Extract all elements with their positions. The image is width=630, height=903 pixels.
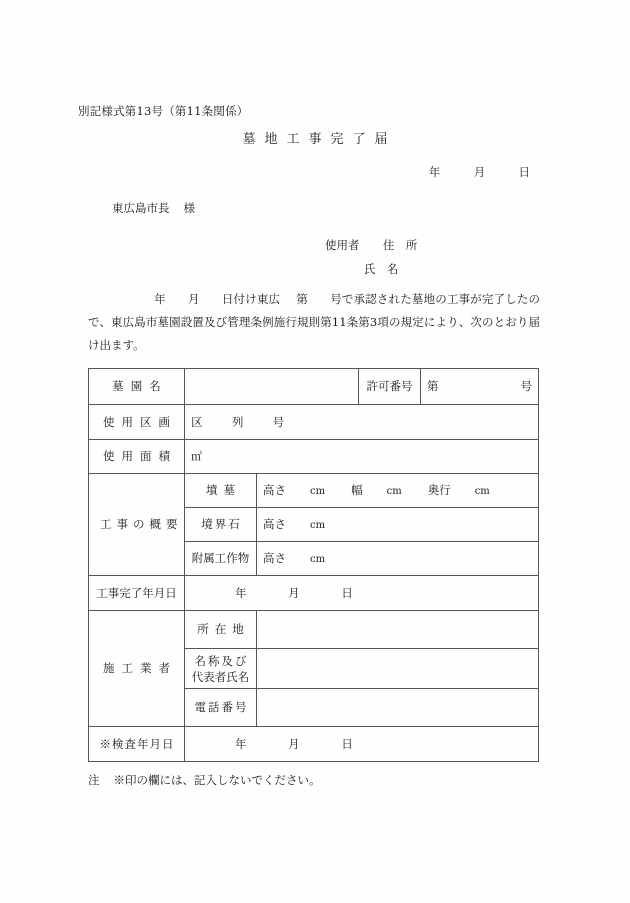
form-table <box>88 368 539 762</box>
addressee-honorific: 様 <box>183 201 195 215</box>
section-value[interactable] <box>185 405 539 440</box>
permit-prefix: 第 <box>427 379 439 393</box>
date-year-label: 年 <box>428 165 441 179</box>
work-row-grave-label: 墳墓 <box>185 474 257 508</box>
permit-number-value[interactable] <box>421 369 539 405</box>
completion-date-value[interactable] <box>185 576 539 611</box>
body-number-prefix: 第 <box>296 292 309 306</box>
contractor-name-label <box>185 649 257 689</box>
applicant-role-label: 使用者 <box>325 238 360 252</box>
work-row-attached-label: 附属工作物 <box>185 542 257 576</box>
contractor-address-value[interactable] <box>257 611 539 649</box>
contractor-phone-label: 電話番号 <box>185 689 257 727</box>
body-line1-tail: 号で承認された墓地の工事が完了したので、 <box>88 292 541 329</box>
grave-depth-label: 奥行 <box>427 482 451 497</box>
page-title: 墓地工事完了届 <box>242 132 397 147</box>
section-unit-retsu: 列 <box>231 414 244 429</box>
work-row-grave-value[interactable] <box>257 474 539 508</box>
footnote <box>88 772 321 788</box>
date-day-label: 日 <box>518 165 530 179</box>
contractor-name-label-line2: 代表者氏名 <box>191 669 250 684</box>
attached-height-unit: cm <box>310 553 326 565</box>
cemetery-name-value[interactable] <box>185 369 359 405</box>
date-month-label: 月 <box>473 165 486 179</box>
area-unit: ㎡ <box>191 450 202 463</box>
inspection-day-label: 日 <box>341 736 353 751</box>
section-unit-ku: 区 <box>191 414 203 429</box>
form-number: 別記様式第13号（第11条関係） <box>78 104 249 118</box>
grave-depth-unit: cm <box>474 485 490 497</box>
area-label: 使用面積 <box>89 440 185 474</box>
table-row <box>89 440 539 474</box>
applicant-name-label: 氏 名 <box>364 262 399 276</box>
cemetery-name-label: 墓園名 <box>89 369 185 405</box>
grave-height-unit: cm <box>310 485 326 497</box>
footnote-prefix: 注 <box>88 773 100 787</box>
permit-suffix: 号 <box>520 379 532 393</box>
work-outline-label: 工事の概要 <box>89 474 185 576</box>
body-year-label: 年 <box>154 292 166 306</box>
addressee <box>112 200 195 216</box>
footnote-text: ※印の欄には、記入しないでください。 <box>113 773 321 787</box>
permit-number-label: 許可番号 <box>359 369 421 405</box>
grave-width-unit: cm <box>386 485 402 497</box>
body-paragraph <box>88 288 540 357</box>
body-line3: ます。 <box>111 338 145 352</box>
contractor-address-label: 所在地 <box>185 611 257 649</box>
grave-height-label: 高さ <box>263 482 286 497</box>
completion-day-label: 日 <box>341 585 353 600</box>
inspection-date-value <box>185 727 539 762</box>
table-row <box>89 611 539 649</box>
work-row-boundary-value[interactable] <box>257 508 539 542</box>
table-row <box>89 369 539 405</box>
contractor-label: 施工業者 <box>89 611 185 727</box>
contractor-name-label-line1: 名称及び <box>194 653 249 668</box>
area-value[interactable] <box>185 440 539 474</box>
inspection-date-label: ※検査年月日 <box>89 727 185 762</box>
table-row <box>89 474 539 508</box>
inspection-month-label: 月 <box>288 736 300 751</box>
submission-date-line <box>0 164 530 180</box>
boundary-height-label: 高さ <box>263 516 286 531</box>
table-row <box>89 405 539 440</box>
section-label: 使用区画 <box>89 405 185 440</box>
grave-width-label: 幅 <box>351 482 363 497</box>
addressee-name: 東広島市長 <box>112 201 170 215</box>
contractor-name-value[interactable] <box>257 649 539 689</box>
applicant-block <box>325 233 417 281</box>
applicant-address-label: 住 所 <box>382 238 418 252</box>
body-month-label: 月 <box>187 292 200 306</box>
boundary-height-unit: cm <box>310 519 326 531</box>
body-dated-label: 日付け東広 <box>221 292 281 306</box>
work-row-boundary-label: 境界石 <box>185 508 257 542</box>
inspection-year-label: 年 <box>235 736 247 751</box>
attached-height-label: 高さ <box>263 550 286 565</box>
contractor-phone-value[interactable] <box>257 689 539 727</box>
completion-month-label: 月 <box>288 585 300 600</box>
work-row-attached-value[interactable] <box>257 542 539 576</box>
completion-year-label: 年 <box>235 585 247 600</box>
body-line2: 東広島市墓園設置及び管理条例施行規則第11条第3項の規定により、次のとおり届け出 <box>88 315 540 352</box>
table-row <box>89 727 539 762</box>
section-unit-gou: 号 <box>272 414 285 429</box>
completion-date-label: 工事完了年月日 <box>89 576 185 611</box>
table-row <box>89 576 539 611</box>
